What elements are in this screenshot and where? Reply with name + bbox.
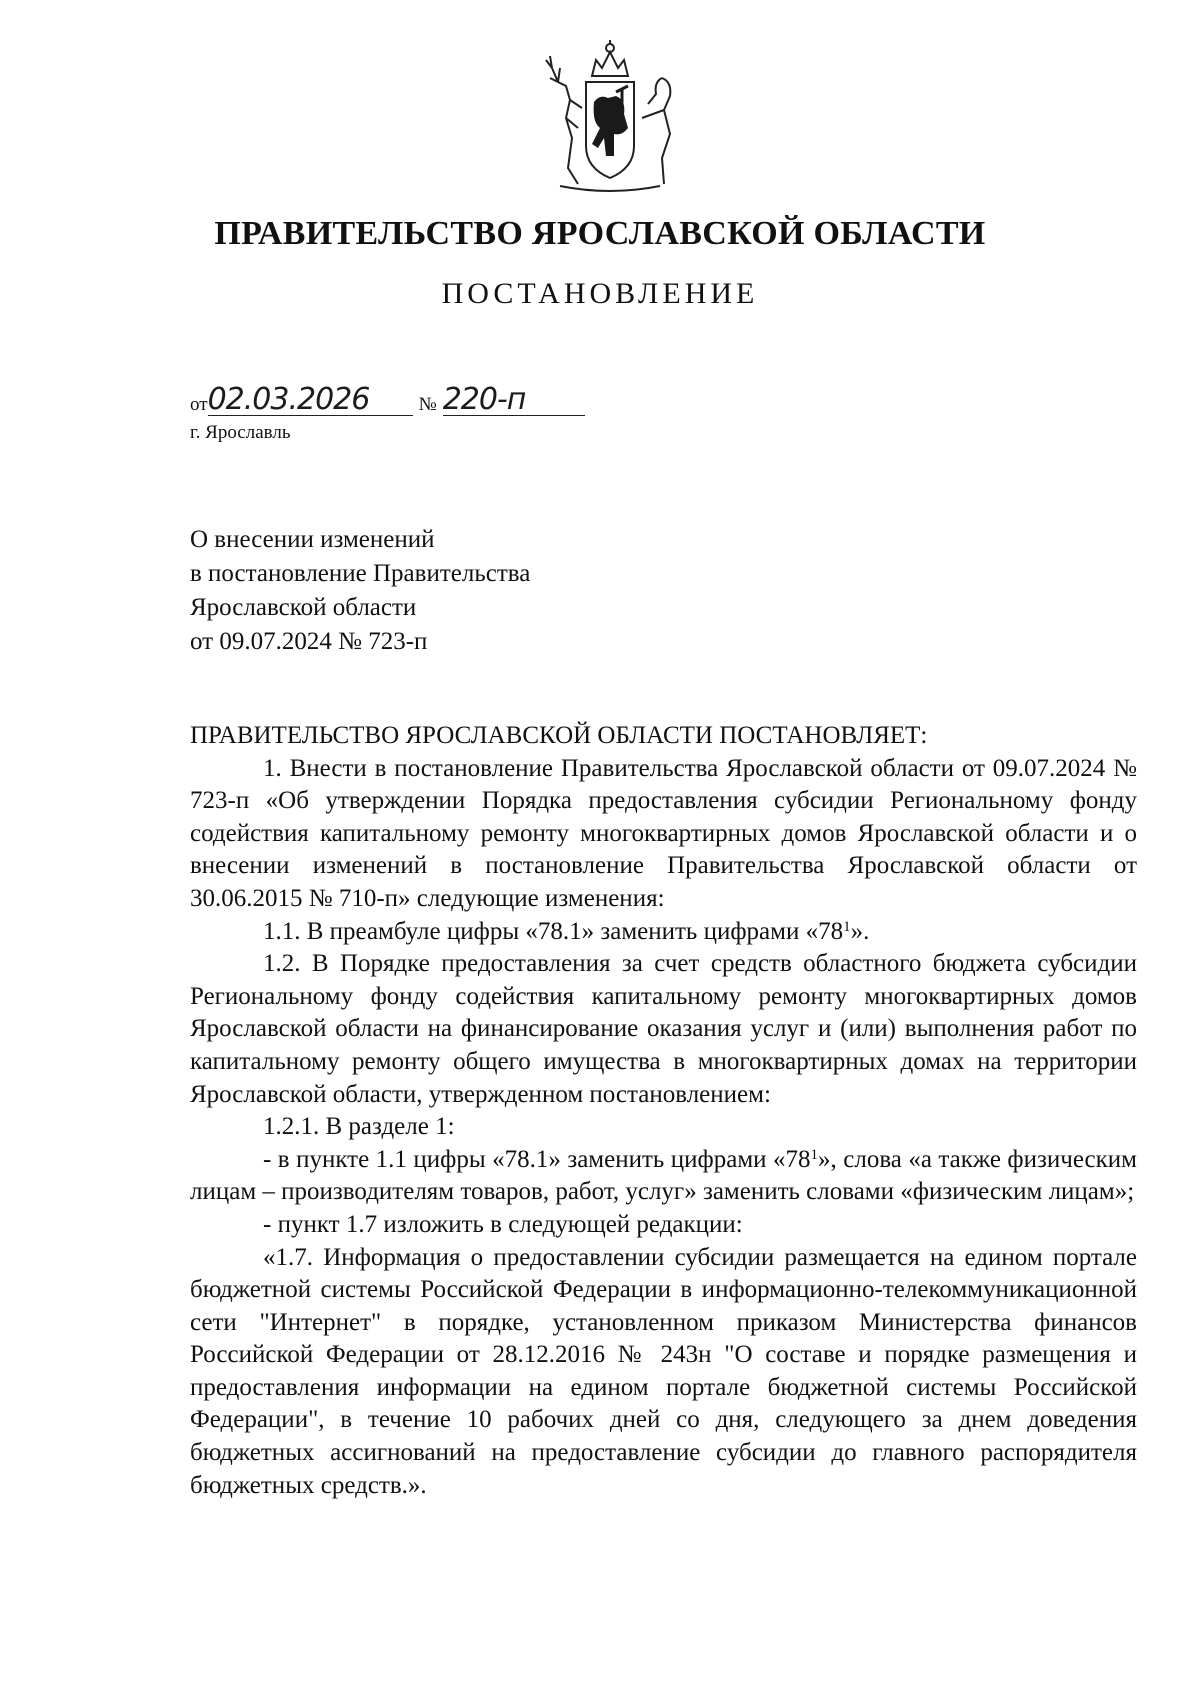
- city: г. Ярославль: [190, 422, 291, 443]
- paragraph-1-2: 1.2. В Порядке предоставления за счет средств областного бюджета субсидии Региональному фонду содействия капитальному ремонту многоквартирных домов Ярославской области на финансирование оказания услуг и (или) выполнения работ по капитальному ремонту общего имущества в многоквартирных домах на территории Ярославской области, утвержденном постановлением:: [190, 950, 1137, 1108]
- date-prefix: от: [190, 394, 208, 415]
- coat-of-arms-icon: [530, 38, 690, 198]
- paragraph-1-1-text: 1.1. В преамбуле цифры «78.1» заменить цифрами «78: [263, 917, 844, 945]
- document-type: ПОСТАНОВЛЕНИЕ: [441, 277, 759, 310]
- subject-block: [190, 523, 530, 659]
- handwritten-number: 220-п: [443, 385, 585, 416]
- handwritten-date: 02.03.2026: [208, 385, 413, 416]
- subject-line: в постановление Правительства: [190, 560, 531, 587]
- subject-line: от 09.07.2024 № 723-п: [190, 628, 428, 655]
- list-item: [190, 1144, 1137, 1209]
- superscript: 1: [810, 1146, 819, 1163]
- date-number-line: [190, 382, 585, 416]
- organization-title: ПРАВИТЕЛЬСТВО ЯРОСЛАВСКОЙ ОБЛАСТИ: [214, 215, 986, 252]
- document-body: [190, 720, 1137, 1502]
- subject-line: Ярославской области: [190, 594, 417, 621]
- superscript: 1: [843, 918, 851, 935]
- list-item-text: - в пункте 1.1 цифры «78.1» заменить цифрами «78: [263, 1145, 811, 1173]
- paragraph-1-1-end: ».: [850, 917, 870, 945]
- paragraph-1-2-1: 1.2.1. В разделе 1:: [263, 1113, 455, 1141]
- resolution-heading: ПРАВИТЕЛЬСТВО ЯРОСЛАВСКОЙ ОБЛАСТИ ПОСТАНОВЛЯЕТ:: [190, 722, 928, 749]
- subject-line: О внесении изменений: [190, 526, 435, 553]
- list-item-text-end: », слова «а также физическим лицам – производителям товаров, работ, услуг» заменить словами «физическим лицам»;: [190, 1145, 1137, 1206]
- paragraph-1: 1. Внести в постановление Правительства Ярославской области от 09.07.2024 № 723-п «Об утверждении Порядка предоставления субсидии Региональному фонду содействия капитальному ремонту многоквартирных домов Ярославской области и о внесении изменений в постановление Правительства Ярославской области от 30.06.2015 № 710-п» следующие изменения:: [190, 754, 1137, 912]
- quoted-clause-1-7: «1.7. Информация о предоставлении субсидии размещается на едином портале бюджетной системы Российской Федерации в информационно-телекоммуникационной сети "Интернет" в порядке, установленном приказом Министерства финансов Российской Федерации от 28.12.2016 № 243н "О составе и порядке размещения и предоставления информации на едином портале бюджетной системы Российской Федерации", в течение 10 рабочих дней со дня, следующего за днем доведения бюджетных ассигнований на предоставление субсидии до главного распорядителя бюджетных средств.».: [190, 1243, 1137, 1499]
- list-item: - пункт 1.7 изложить в следующей редакции:: [263, 1210, 743, 1238]
- number-prefix: №: [418, 394, 437, 415]
- paragraph-1-1: [190, 916, 1137, 949]
